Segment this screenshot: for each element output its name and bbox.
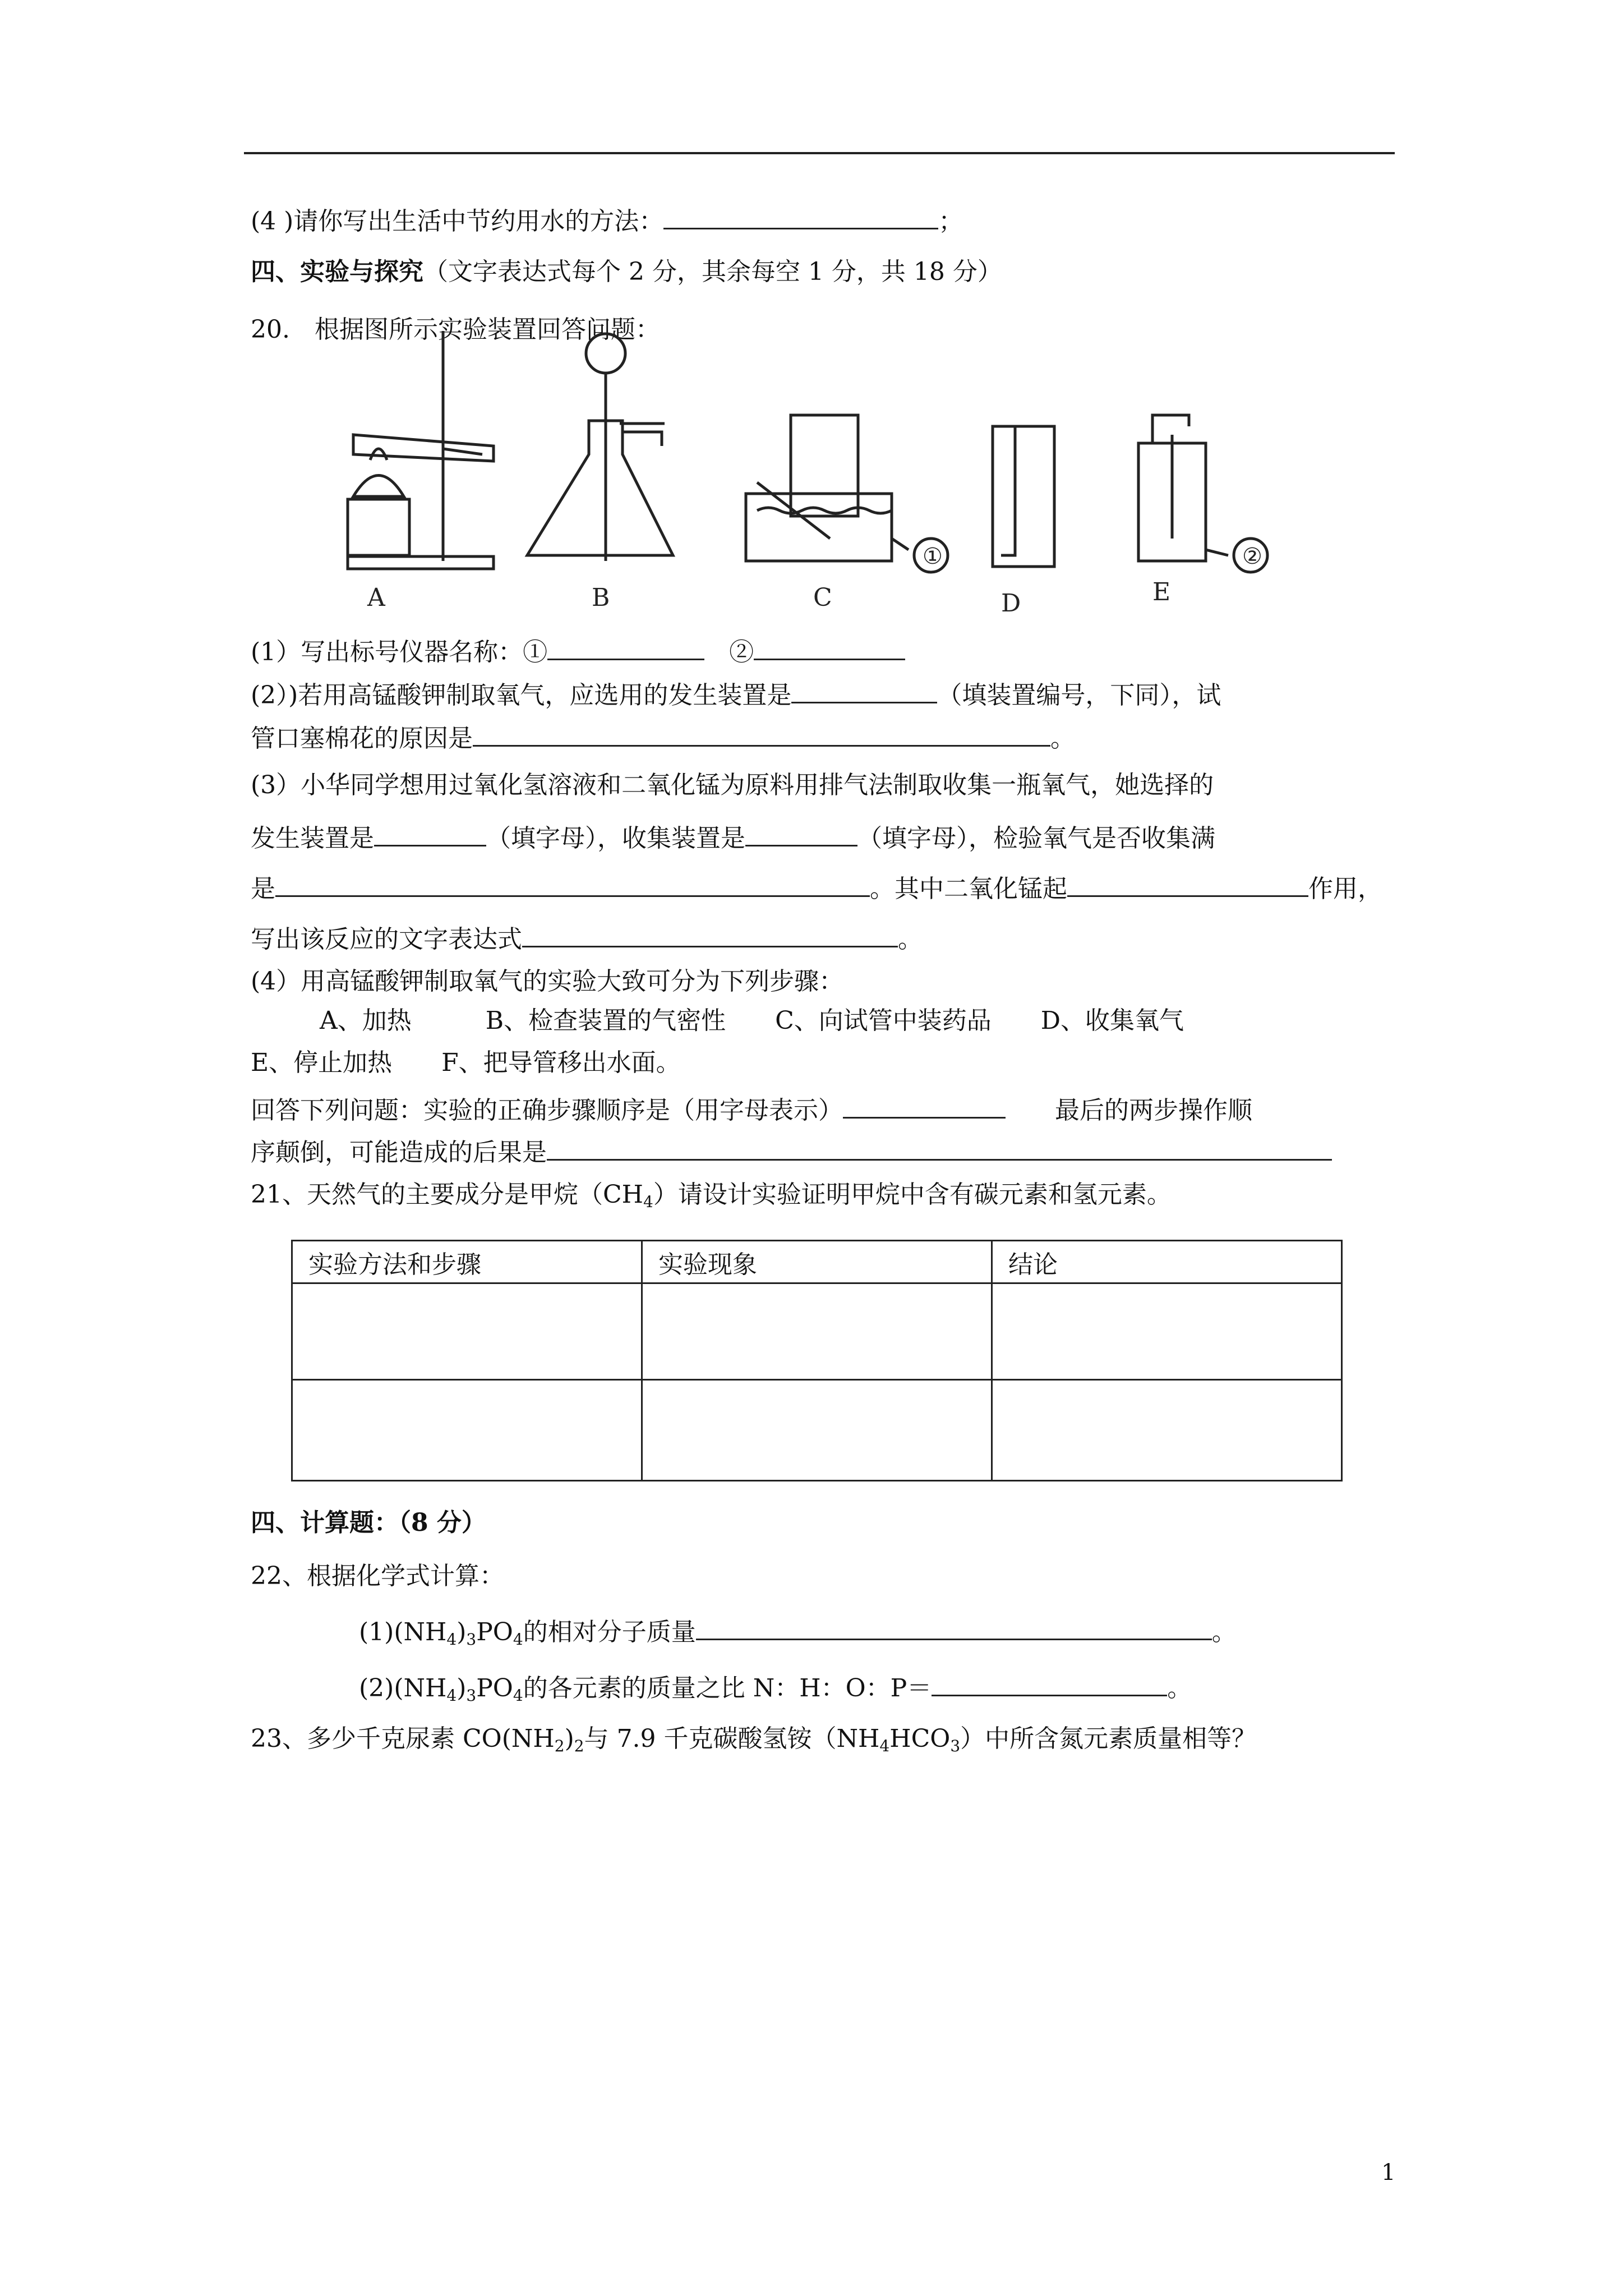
answer-blank[interactable] <box>843 1091 1006 1119</box>
q20-part4a: (4）用高锰酸钾制取氧气的实验大致可分为下列步骤： <box>251 967 844 996</box>
q20-part3b: 发生装置是 （填字母），收集装置是 （填字母），检验氧气是否收集满 <box>251 819 1215 855</box>
answer-blank[interactable] <box>547 1133 1332 1161</box>
table-cell[interactable] <box>642 1380 992 1481</box>
table-header: 实验现象 <box>642 1241 992 1283</box>
page-number: 1 <box>1381 2160 1396 2185</box>
q20-part2b: 管口塞棉花的原因是 。 <box>251 719 1075 756</box>
answer-blank[interactable] <box>754 633 905 660</box>
table-row <box>292 1283 1342 1380</box>
q22-stem: 22、根据化学式计算： <box>251 1562 504 1590</box>
section-heading-calc: 四、计算题：（8 分） <box>251 1508 486 1537</box>
marker-1: ① <box>923 544 943 569</box>
q20-part4-steps1: A、加热 B、检查装置的气密性 C、向试管中装药品 D、收集氧气 <box>320 1006 1184 1035</box>
table-cell[interactable] <box>992 1380 1342 1481</box>
q20-stem: 20. 根据图所示实验装置回答问题： <box>251 315 660 344</box>
q21-stem: 21、天然气的主要成分是甲烷$(CH_4)$请设计实验证明甲烷中含有碳元素和氢元素。 <box>251 1180 1172 1211</box>
q22-part2: $(2)(NH_4)_3PO_4$的各元素的质量之比 N：H：O：P＝ 。 <box>359 1669 1192 1705</box>
table-cell[interactable] <box>642 1283 992 1380</box>
answer-blank[interactable] <box>932 1669 1167 1696</box>
apparatus-b <box>527 334 673 561</box>
q20-part3a: (3）小华同学想用过氧化氢溶液和二氧化锰为原料用排气法制取收集一瓶氧气，她选择的 <box>251 771 1214 799</box>
table-header-row <box>292 1241 1342 1283</box>
table-header: 结论 <box>992 1241 1342 1283</box>
answer-blank[interactable] <box>547 633 704 660</box>
q20-part2a: (2）)若用高锰酸钾制取氧气，应选用的发生装置是 （填装置编号，下同），试 <box>251 676 1221 712</box>
answer-blank[interactable] <box>374 819 486 846</box>
answer-blank[interactable] <box>745 819 857 846</box>
label-a: A <box>367 583 385 612</box>
experiment-table <box>291 1240 1343 1481</box>
label-d: D <box>1001 589 1021 617</box>
answer-blank[interactable] <box>696 1613 1212 1640</box>
q22-part1: $(1)(NH_4)_3PO_4$的相对分子质量 。 <box>359 1613 1237 1649</box>
q20-part3c: 是 。其中二氧化锰起 作用， <box>251 869 1382 906</box>
answer-blank[interactable] <box>275 869 870 897</box>
apparatus-c <box>746 415 948 572</box>
label-e: E <box>1152 578 1171 606</box>
q20-part4d: 回答下列问题：实验的正确步骤顺序是（用字母表示） 最后的两步操作顺 <box>251 1091 1252 1128</box>
table-cell[interactable] <box>292 1283 642 1380</box>
q20-part4-steps2: E、停止加热 F、把导管移出水面。 <box>251 1048 681 1077</box>
answer-blank[interactable] <box>473 719 1050 747</box>
header-rule <box>244 152 1395 154</box>
q20-part4e: 序颠倒，可能造成的后果是 <box>251 1133 1332 1170</box>
apparatus-figure <box>314 314 1279 617</box>
answer-blank[interactable] <box>522 920 898 947</box>
table-cell[interactable] <box>992 1283 1342 1380</box>
label-b: B <box>592 583 610 612</box>
table-header: 实验方法和步骤 <box>292 1241 642 1283</box>
apparatus-d <box>993 426 1054 567</box>
answer-blank[interactable] <box>1067 869 1308 897</box>
q20-part3d: 写出该反应的文字表达式 。 <box>251 920 923 956</box>
label-c: C <box>813 583 832 612</box>
apparatus-a <box>348 331 494 569</box>
table-row <box>292 1380 1342 1481</box>
q20-part1: (1）写出标号仪器名称：① ② <box>251 633 905 669</box>
section-heading-experiment: 四、实验与探究（文字表达式每个 2 分，其余每空 1 分，共 18 分） <box>251 257 1002 286</box>
answer-blank[interactable] <box>663 202 938 229</box>
q19-part4: (4 )请你写出生活中节约用水的方法： ； <box>251 202 963 238</box>
table-cell[interactable] <box>292 1380 642 1481</box>
marker-2: ② <box>1242 544 1262 569</box>
q23: 23、多少千克尿素 $CO(NH_2)_2$与 7.9 千克碳酸氢铵$(NH_4HCO_3)$中所含氮元素质量相等？ <box>251 1724 1257 1755</box>
answer-blank[interactable] <box>791 676 937 703</box>
